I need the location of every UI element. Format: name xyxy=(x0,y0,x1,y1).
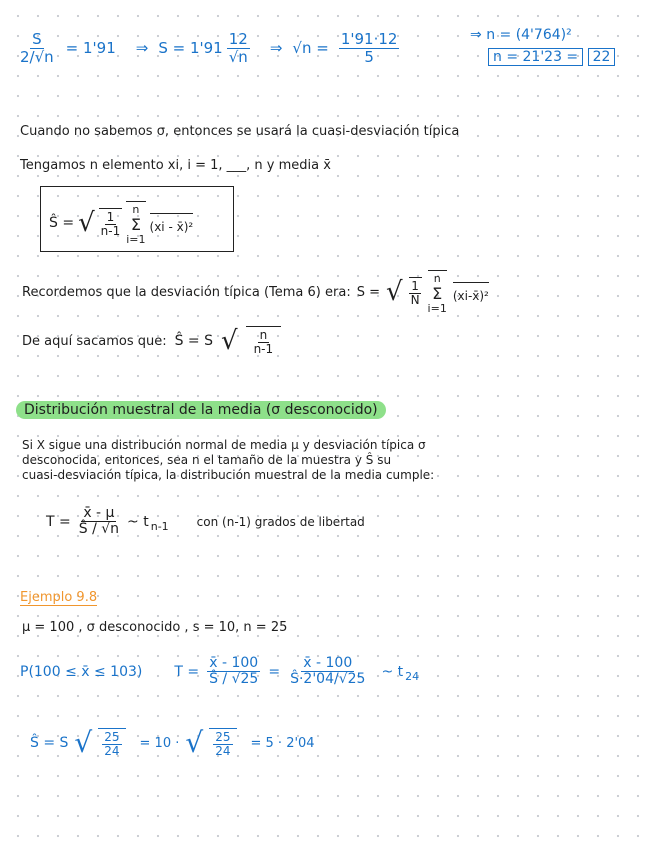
fraction-den: Ŝ / √25 xyxy=(209,671,259,688)
sqrt-icon: √ xyxy=(185,726,204,760)
sum-bottom: i=1 xyxy=(427,301,447,315)
fraction-191x12-over-5 xyxy=(339,31,400,65)
t-equals: T = xyxy=(46,513,71,530)
quasi-std-formula-box xyxy=(40,186,234,252)
fraction-num: 25 xyxy=(215,730,231,744)
top-right-equations xyxy=(470,24,615,68)
fraction-den: Ŝ / √n xyxy=(78,521,120,538)
sqrt-icon: √ xyxy=(221,326,238,357)
probability-text: P(100 ≤ x̄ ≤ 103) xyxy=(20,663,143,680)
example-given: μ = 100 , σ desconocido , s = 10, n = 25 xyxy=(22,620,288,635)
shat-equals-s: Ŝ = S xyxy=(30,735,69,752)
shat-equals-s: Ŝ = S xyxy=(174,333,213,350)
example-title xyxy=(20,590,97,605)
equation-4-text: n = (4'764)² xyxy=(486,27,572,43)
sum-term: (xi - x̄)² xyxy=(150,213,194,234)
fraction-den: √n xyxy=(228,47,248,66)
fraction-25-over-24-b xyxy=(209,728,236,758)
fraction-num: x̄ - 100 xyxy=(303,655,353,671)
fraction-example-t-2 xyxy=(288,656,367,688)
fraction-num: x̄ - 100 xyxy=(209,655,259,671)
fraction-den: n-1 xyxy=(100,224,121,239)
fraction-t-statistic xyxy=(77,506,121,538)
fraction-num: 1 xyxy=(106,210,115,225)
result-expression: = 5 · 2'04 xyxy=(250,735,315,751)
paragraph-distribucion xyxy=(22,438,434,483)
middle-expression: = 10 · xyxy=(139,735,180,751)
fraction-num: 25 xyxy=(104,730,120,744)
summation-symbol xyxy=(126,201,145,246)
sum-top: n xyxy=(433,272,441,285)
fraction-den: 2/√n xyxy=(20,47,54,66)
summation-symbol xyxy=(428,270,447,315)
implies-arrow-1: ⇒ xyxy=(135,39,149,57)
shat-label: Ŝ = xyxy=(49,215,75,232)
t-distribution: ~ t xyxy=(127,513,149,530)
t-subscript: n-1 xyxy=(150,520,169,534)
equation-3-lhs: √n = xyxy=(292,39,329,57)
fraction-den xyxy=(288,672,367,687)
sqrt-icon: √ xyxy=(385,277,403,308)
t-statistic-formula xyxy=(46,506,365,538)
sum-bottom: i=1 xyxy=(126,232,146,246)
sum-top: n xyxy=(132,203,140,216)
fraction-num: S xyxy=(32,30,42,48)
fraction-example-t-1 xyxy=(207,656,260,688)
fraction-1-over-n-1 xyxy=(99,208,123,238)
fraction-s-over-2sqrtn xyxy=(18,31,56,65)
equation-4 xyxy=(470,24,615,46)
fraction-num: 1'91·12 xyxy=(340,30,398,48)
fraction-den: 24 xyxy=(104,744,120,759)
fraction-num: 1 xyxy=(411,279,419,294)
equation-2-lhs: S = 1'91 xyxy=(158,39,223,57)
text-tengamos: Tengamos n elemento xi, i = 1, ___, n y media x̄ xyxy=(20,158,331,173)
fraction-num: n xyxy=(259,328,268,342)
fraction-den: N xyxy=(410,293,420,308)
example-probability-line xyxy=(20,656,419,688)
implies-arrow-3: ⇒ xyxy=(470,27,482,43)
fraction-den: 24 xyxy=(215,744,231,759)
section-title-text: Distribución muestral de la media (σ desconocido) xyxy=(16,401,386,419)
example-title-text: Ejemplo 9.8 xyxy=(20,590,98,605)
de-aqui-line xyxy=(22,326,281,356)
den-prefix: Ŝ· xyxy=(290,671,304,688)
paragraph-line-3: cuasi-desviación típica, la distribución muestral de la media cumple: xyxy=(22,468,435,482)
equation-1-rhs: = 1'91 xyxy=(65,39,116,57)
s-equals: S = xyxy=(356,284,380,300)
fraction-num: 12 xyxy=(228,30,248,48)
text-de-aqui: De aquí sacamos que: xyxy=(22,333,167,349)
fraction-n-over-n-1 xyxy=(246,326,282,356)
sqrt-icon: √ xyxy=(74,726,93,760)
equation-5 xyxy=(488,46,615,68)
text-cuando-no-sabemos: Cuando no sabemos σ, entonces se usará la cuasi-desviación típica xyxy=(20,124,460,139)
paragraph-line-2: desconocida, entonces, sea n el tamaño de la muestra y Ŝ su xyxy=(22,453,392,467)
fraction-num: x̄ - μ xyxy=(83,505,115,521)
sigma-icon: Σ xyxy=(432,284,443,304)
recordemos-line xyxy=(22,270,489,315)
t-degrees-note: con (n-1) grados de libertad xyxy=(196,514,365,529)
equals-sign: = xyxy=(268,663,281,680)
fraction-12-over-sqrtn xyxy=(227,31,250,65)
fraction-den: n-1 xyxy=(253,342,274,357)
t-subscript: 24 xyxy=(405,670,420,684)
result-box-22: 22 xyxy=(588,48,616,66)
den-value: 2'04/√25 xyxy=(303,671,366,688)
fraction-25-over-24 xyxy=(98,728,125,758)
equation-5-lhs: n = 21'23 = xyxy=(488,48,583,66)
fraction-1-over-N xyxy=(409,277,422,307)
paragraph-line-1: Si X sigue una distribución normal de media μ y desviación típica σ xyxy=(22,438,426,452)
top-equation-line xyxy=(18,26,399,70)
sqrt-icon: √ xyxy=(78,208,95,239)
sum-term: (xi-x̄)² xyxy=(453,282,489,303)
fraction-den: 5 xyxy=(364,47,374,66)
section-title-distribucion xyxy=(16,402,386,418)
quasi-std-formula xyxy=(49,201,193,246)
implies-arrow-2: ⇒ xyxy=(269,39,283,57)
example-shat-line xyxy=(30,728,315,758)
t-distribution: ~ t xyxy=(381,663,404,680)
sigma-icon: Σ xyxy=(130,215,141,235)
text-recordemos: Recordemos que la desviación típica (Tema 6) era: xyxy=(22,284,351,300)
t-equals: T = xyxy=(174,663,200,680)
